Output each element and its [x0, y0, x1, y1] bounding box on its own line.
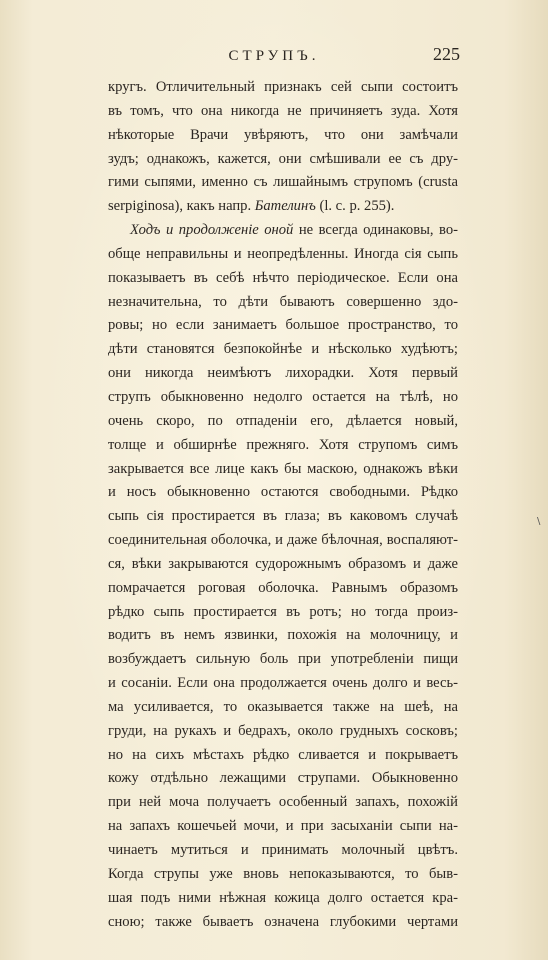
text-line: водитъ въ немъ язвинки, похожія на молочницу, и	[108, 627, 458, 644]
text-line: кругъ. Отличительный признакъ сей сыпи состоитъ	[108, 79, 458, 95]
running-title: СТРУПЪ.	[228, 48, 320, 64]
text-line: и носъ обыкновенно остаются свободными. Рѣдко	[108, 484, 458, 501]
text-line: Когда струпы уже вновь непоказываются, то быв-	[108, 865, 458, 882]
text-line: груди, на рукахъ и бедрахъ, около грудныхъ сосковъ;	[108, 722, 458, 739]
text-line: незначительна, то дѣти бываютъ совершенно здо-	[108, 293, 458, 310]
text-line: обще неправильны и неопредѣленны. Иногда сія сыпь	[108, 245, 458, 262]
text-line: ма усиливается, то оказывается также на шеѣ, на	[108, 698, 458, 715]
page-header	[0, 44, 548, 72]
text-line: зудъ; однакожъ, кажется, они смѣшивали ее съ дру-	[108, 150, 458, 167]
text-line: шая подъ ними нѣжная кожица долго остается кра-	[108, 889, 458, 906]
text-line: толще и обширнѣе прежняго. Хотя струпомъ симъ	[108, 436, 458, 453]
text-line: ровы; но если занимаетъ большое пространство, то	[108, 317, 458, 334]
text-line: струпъ обыкновенно недолго остается на тѣлѣ, но	[108, 388, 458, 405]
margin-mark: \	[537, 516, 541, 527]
text-line: въ томъ, что она никогда не причиняетъ зуда. Хотя	[108, 102, 458, 119]
text-line: кожу отдѣльно лежащими струпами. Обыкновенно	[108, 770, 458, 787]
text-line: дѣти становятся безпокойнѣе и нѣсколько худѣютъ;	[108, 341, 458, 358]
body-text	[108, 76, 458, 934]
text-line: сыпь сія простирается въ глаза; въ каковомъ случаѣ	[108, 508, 458, 525]
text-line: нѣкоторые Врачи увѣряютъ, что они замѣчали	[108, 126, 458, 143]
text-line: помрачается роговая оболочка. Равнымъ образомъ	[108, 579, 458, 596]
text-line: и сосаніи. Если она продолжается очень долго и весь-	[108, 675, 458, 692]
text-line: они никогда неимѣютъ лихорадки. Хотя первый	[108, 365, 458, 382]
text-line: закрывается все лице какъ бы маскою, однакожъ вѣки	[108, 460, 458, 477]
text-line: serpiginosa), какъ напр. Бателинъ (l. c. p. 255).	[108, 198, 395, 215]
text-line: сною; также бываетъ означена глубокими чертами	[108, 913, 458, 930]
text-line: при ней моча получаетъ особенный запахъ, похожій	[108, 794, 458, 811]
text-line: ся, вѣки закрываются судорожнымъ образомъ и даже	[108, 555, 458, 572]
text-line: гими сыпями, именно съ лишайнымъ струпомъ (crusta	[108, 174, 458, 191]
text-line: очень скоро, по отпаденіи его, дѣлается новый,	[108, 412, 458, 429]
text-line: показываетъ въ себѣ нѣчто періодическое. Если она	[108, 269, 458, 286]
text-line: но на сихъ мѣстахъ рѣдко сливается и покрываетъ	[108, 746, 458, 763]
text-line: чинаетъ мутиться и принимать молочный цвѣтъ.	[108, 842, 458, 858]
text-line: соединительная оболочка, и даже бѣлочная, воспаляют-	[108, 532, 458, 549]
text-line: Ходъ и продолженіе оной не всегда одинаковы, во-	[130, 222, 458, 239]
text-line: на запахъ кошечьей мочи, и при засыханіи сыпи на-	[108, 818, 458, 835]
text-line: возбуждаетъ сильную боль при употребленіи пищи	[108, 651, 458, 668]
text-line: рѣдко сыпь простирается въ ротъ; но тогда произ-	[108, 603, 458, 620]
page-number: 225	[433, 44, 460, 64]
